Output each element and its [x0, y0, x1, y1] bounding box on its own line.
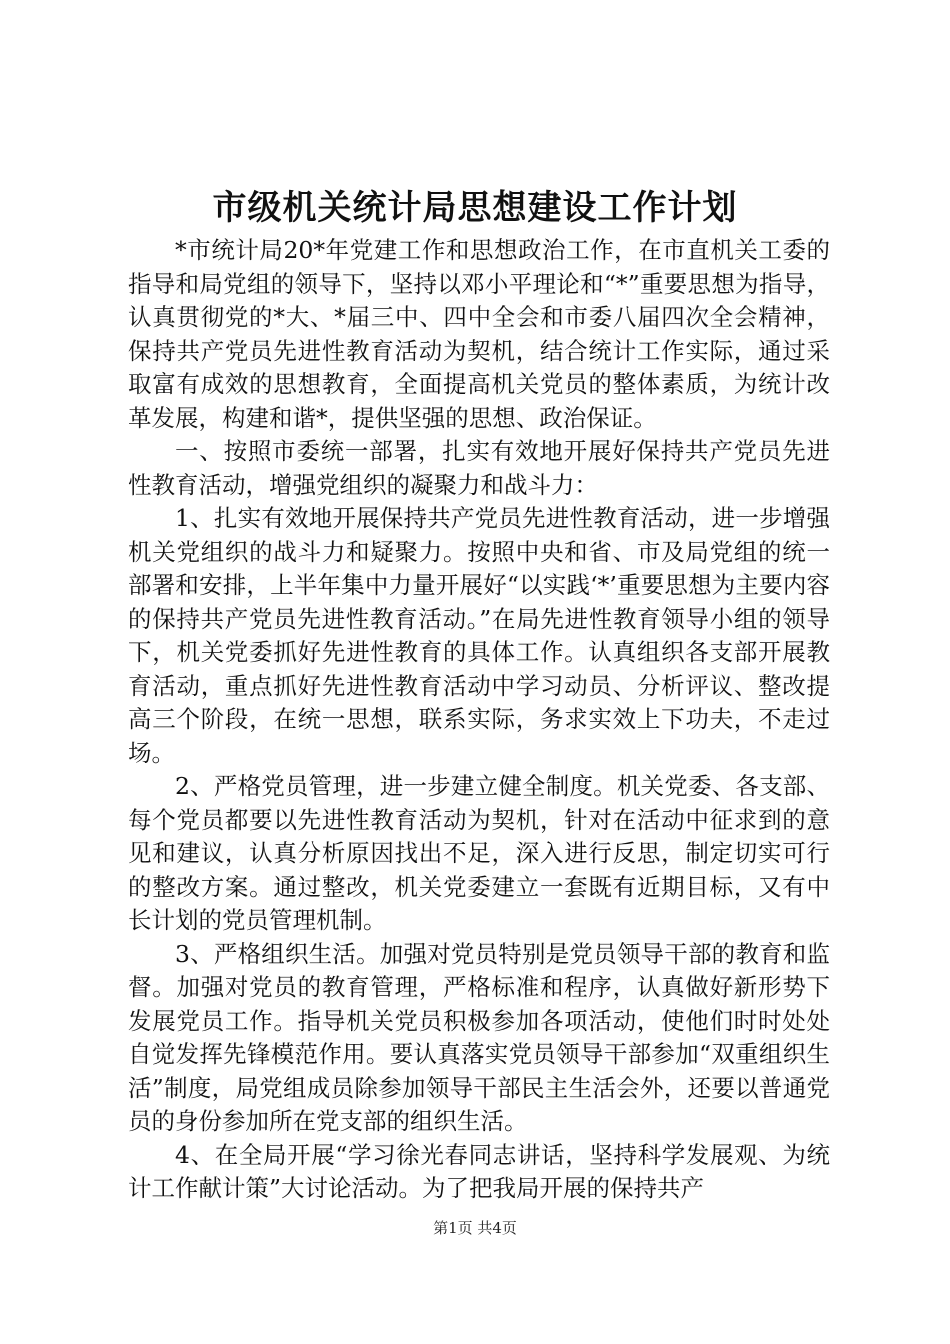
document-body [128, 234, 830, 1206]
paragraph-item-4: 4、在全局开展“学习徐光春同志讲话，坚持科学发展观、为统计工作献计策”大讨论活动。为了把我局开展的保持共产 [128, 1140, 830, 1202]
document-title: 市级机关统计局思想建设工作计划 [212, 188, 738, 228]
paragraph-item-2: 2、严格党员管理，进一步建立健全制度。机关党委、各支部、每个党员都要以先进性教育活动为契机，针对在活动中征求到的意见和建议，认真分析原因找出不足，深入进行反思，制定切实可行的整改方案。通过整改，机关党委建立一套既有近期目标，又有中长计划的党员管理机制。 [128, 772, 830, 934]
paragraph-item-3: 3、严格组织生活。加强对党员特别是党员领导干部的教育和监督。加强对党员的教育管理，严格标准和程序，认真做好新形势下发展党员工作。指导机关党员积极参加各项活动，使他们时时处处自觉发挥先锋模范作用。要认真落实党员领导干部参加“双重组织生活”制度，局党组成员除参加领导干部民主生活会外，还要以普通党员的身份参加所在党支部的组织生活。 [128, 939, 830, 1135]
paragraph-section-1: 一、按照市委统一部署，扎实有效地开展好保持共产党员先进性教育活动，增强党组织的凝聚力和战斗力： [128, 437, 830, 499]
paragraph-item-1: 1、扎实有效地开展保持共产党员先进性教育活动，进一步增强机关党组织的战斗力和疑聚力。按照中央和省、市及局党组的统一部署和安排，上半年集中力量开展好“以实践‘*’重要思想为主要内容的保持共产党员先进性教育活动。”在局先进性教育领导小组的领导下，机关党委抓好先进性教育的具体工作。认真组织各支部开展教育活动，重点抓好先进性教育活动中学习动员、分析评议、整改提高三个阶段，在统一思想，联系实际，务求实效上下功夫，不走过场。 [128, 504, 830, 767]
page-number-footer: 第1页 共4页 [433, 1219, 517, 1237]
paragraph-intro: *市统计局20*年党建工作和思想政治工作，在市直机关工委的指导和局党组的领导下，坚持以邓小平理论和“*”重要思想为指导，认真贯彻党的*大、*届三中、四中全会和市委八届四次全会精神，保持共产党员先进性教育活动为契机，结合统计工作实际，通过采取富有成效的思想教育，全面提高机关党员的整体素质，为统计改革发展，构建和谐*，提供坚强的思想、政治保证。 [128, 236, 830, 432]
